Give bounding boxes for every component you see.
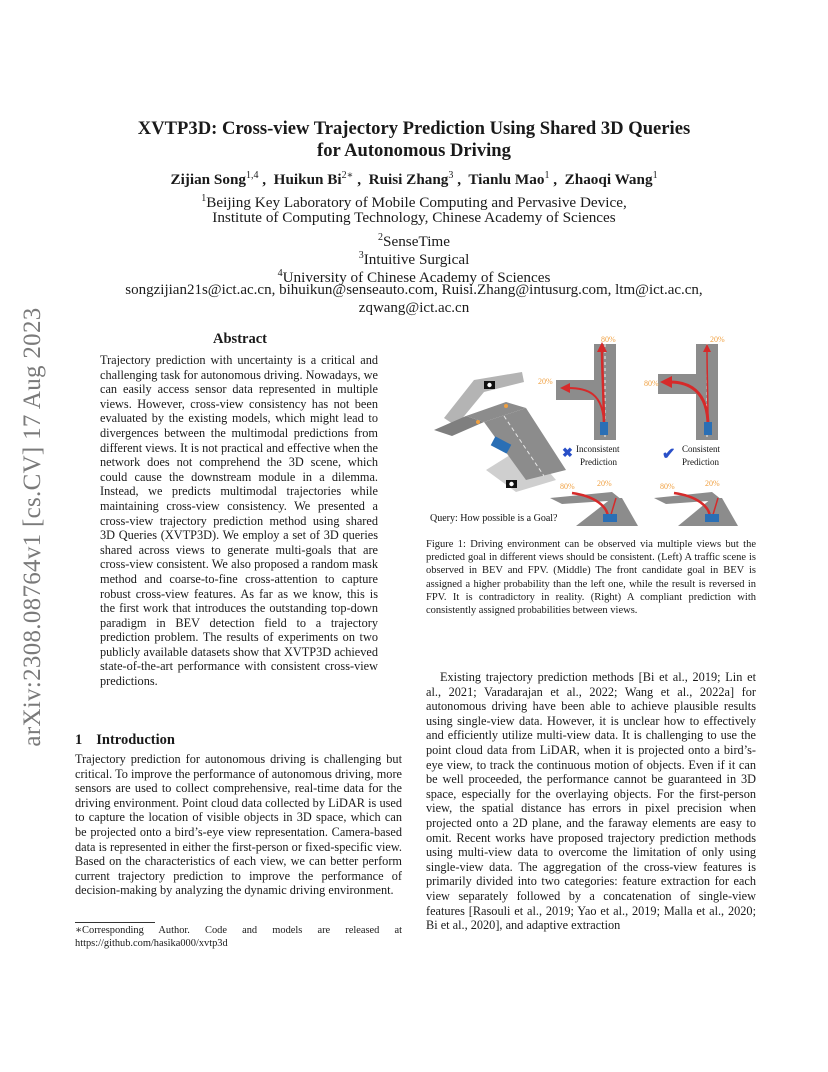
goal-marker-icon <box>504 404 508 408</box>
title-line-1: XVTP3D: Cross-view Trajectory Prediction Using Shared 3D Queries <box>137 118 691 139</box>
camera-lens-icon <box>487 383 491 387</box>
author-sup: 1,4 <box>245 170 259 181</box>
section-heading-introduction <box>75 732 189 749</box>
cross-icon: ✖ <box>562 445 573 460</box>
svg-text:Inconsistent: Inconsistent <box>576 444 620 454</box>
svg-text:80%: 80% <box>601 335 616 344</box>
affiliation-1b: Institute of Computing Technology, Chinese Academy of Sciences <box>212 209 616 226</box>
emails-line-1: songzijian21s@ict.ac.cn, bihuikun@senseauto.com, Ruisi.Zhang@intusurg.com, ltm@ict.ac.cn, <box>125 282 703 298</box>
svg-text:Prediction: Prediction <box>682 457 719 467</box>
author-name: Ruisi Zhang <box>368 171 449 189</box>
svg-text:Prediction: Prediction <box>580 457 617 467</box>
car-icon <box>600 422 608 435</box>
figure-query-label: Query: How possible is a Goal? <box>430 513 558 524</box>
author-sup: 1 <box>544 170 550 181</box>
author-list: Zijian Song$^{1,4}$ , Huikun $Bi^{2∗}$ , Ruisi Zhang$^3$ , Tianlu Mao$^1$ , Zhaoqi Wang$^1$ <box>170 170 658 189</box>
svg-text:80%: 80% <box>644 379 659 388</box>
author-sup: 3 <box>448 170 454 181</box>
goal-marker-icon <box>476 420 480 424</box>
author-name: Tianlu Mao <box>468 171 545 189</box>
svg-text:20%: 20% <box>705 479 720 488</box>
svg-text:80%: 80% <box>660 482 675 491</box>
author-emails <box>80 281 748 317</box>
figure-1 <box>426 330 756 530</box>
svg-text:20%: 20% <box>710 335 725 344</box>
footnote: ∗Corresponding Author. Code and models are released at https://github.com/hasika000/xvtp3d <box>75 925 402 949</box>
figure-caption: Figure 1: Driving environment can be observed via multiple views but the predicted goal in different views should be consistent. (Left) A traffic scene is observed in BEV and FPV. (Middle) The front candidate goal in BEV is assigned a higher probability than the left one, while the result is reversed in FPV. It is contradictory in reality. (Right) A compliant prediction with consistently assigned probabilities between views. <box>426 539 756 617</box>
bev-inconsistent <box>538 335 616 440</box>
affiliation-3: $^3$Intuitive Surgical <box>358 250 470 269</box>
author-name: Zhaoqi Wang <box>564 171 653 189</box>
left-scene <box>434 372 566 492</box>
body-text-right: Existing trajectory prediction methods [Bi et al., 2019; Lin et al., 2021; Varadarajan et al., 2022; Wang et al., 2022a] for autonomous driving have been able to achieve plausible results using single-view data. However, it is unclear how to effectively and efficiently utilize multi-view data. It is challenging to use the point cloud data from LiDAR, when it is projected onto a bird’s-eye view, to track the continuous motion of objects. Even if it can be well proceeded, the performance cannot be guaranteed in 3D space, especially for the overlaying objects. For the first-person view, the spatial distance has errors in pixel precision when projected onto a 2D plane, and the faraway elements are easy to omit. Recent works have proposed trajectory prediction methods using multi-view data to overcome the limitation of only using single-view data. The aggregation of the cross-view features is primarily divided into two categories: feature extraction for each view separately followed by a concatenation of single-view features [Rasouli et al., 2019; Yao et al., 2019; Malla et al., 2020; Bi et al., 2020], and adaptive extraction <box>426 670 756 933</box>
fpv-inconsistent <box>550 479 638 526</box>
author-sup: 1 <box>652 170 658 181</box>
author-name: Huikun Bi <box>273 171 342 189</box>
affiliation-2: $^2$SenseTime <box>378 232 450 251</box>
svg-text:80%: 80% <box>560 482 575 491</box>
affiliation-1: $^1$Beijing Key Laboratory of Mobile Computing and Pervasive Device, <box>201 193 627 212</box>
fpv-consistent <box>654 479 738 526</box>
svg-text:20%: 20% <box>538 377 553 386</box>
affiliation-4: $^4$University of Chinese Academy of Sciences <box>277 268 551 287</box>
abstract-text: Trajectory prediction with uncertainty is a critical and challenging task for autonomous driving. Nowadays, we can easily access sensor data represented in multiple views. However, cross-view consistency has not been evaluated by the existing models, which might lead to divergences between the multimodal predictions from different views. It is not practical and effective when the network does not comprehend the 3D scene, which could cause the downstream module in a dilemma. Instead, we predicts multimodal trajectories while maintaining cross-view consistency. We presented a cross-view trajectory prediction method using shared 3D Queries (XVTP3D). We employ a set of 3D queries shared across views to generate multi-goals that are cross-view consistent. We also proposed a random mask method and coarse-to-fine cross-attention to capture robust cross-view features. As far as we know, this is the first work that introduces the outstanding top-down paradigm in BEV detection field to a trajectory prediction problem. The results of experiments on two publicly available datasets show that XVTP3D achieved state-of-the-art performance with consistent cross-view predictions. <box>100 353 378 689</box>
bev-consistent <box>644 335 725 440</box>
title-line-2: for Autonomous Driving <box>317 140 511 161</box>
car-icon <box>603 514 617 522</box>
author-sup: 2∗ <box>341 170 354 181</box>
svg-text:Consistent: Consistent <box>682 444 721 454</box>
car-icon <box>705 514 719 522</box>
camera-lens-icon <box>509 482 513 486</box>
check-icon: ✔ <box>662 446 676 463</box>
paper-title <box>80 118 748 162</box>
svg-text:20%: 20% <box>597 479 612 488</box>
emails-line-2: zqwang@ict.ac.cn <box>358 300 470 316</box>
author-name: Zijian Song <box>170 171 246 189</box>
car-icon <box>704 422 712 435</box>
abstract-heading: Abstract <box>213 331 267 347</box>
section-number: 1 <box>75 732 83 748</box>
footnote-rule <box>75 922 155 923</box>
arxiv-identifier: arXiv:2308.08764v1 [cs.CV] 17 Aug 2023 <box>19 307 46 747</box>
section-title: Introduction <box>96 732 175 748</box>
introduction-text: Trajectory prediction for autonomous driving is challenging but critical. To improve the performance of autonomous driving, more sensors are used to collect comprehensive, real-time data for the driving environment. Point cloud data collected by LiDAR is used to capture the location of visible objects in 3D space, which can be projected onto a bird’s-eye view representation. Camera-based data is represented in either the first-person or fixed-specific view. Based on the characteristics of each view, we can better perform current trajectory prediction to improve the performance of decision-making by analyzing the dynamic driving environment. <box>75 752 402 898</box>
